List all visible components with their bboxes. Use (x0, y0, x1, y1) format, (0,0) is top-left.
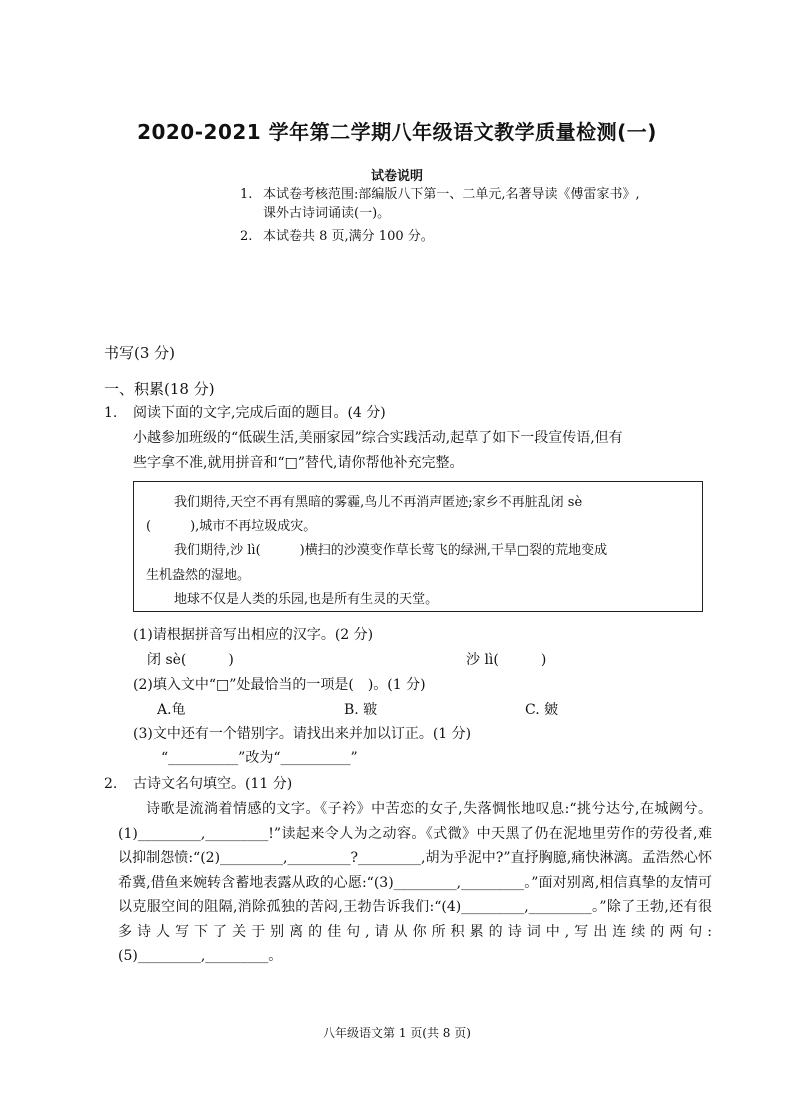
question-1-stem: 阅读下面的文字,完成后面的题目。(4 分) (133, 405, 386, 421)
passage-line-4: 生机盎然的湿地。 (146, 568, 251, 583)
instruction-2-number: 2. (240, 229, 253, 244)
question-2-number: 2. (104, 776, 118, 792)
passage-box (133, 481, 703, 612)
question-1-sub-1-blank-a: 闭 sè( ) (147, 652, 234, 668)
writing-section-heading: 书写(3 分) (104, 344, 176, 362)
question-1-sub-3-answer: “__________”改为“__________” (161, 750, 358, 766)
option-c: C. 皴 (525, 702, 559, 718)
passage-line-1: 我们期待,天空不再有黑暗的雾霾,鸟儿不再消声匿迹;家乡不再脏乱闭 sè (174, 495, 583, 510)
instruction-1-line-1: 本试卷考核范围:部编版八下第一、二单元,名著导读《傅雷家书》, (263, 187, 640, 202)
question-1-sub-1-blank-b: 沙 lì( ) (466, 652, 547, 668)
question-1-number: 1. (104, 405, 118, 421)
section-1-heading: 一、积累(18 分) (104, 380, 215, 398)
question-2-paragraph: 诗歌是流淌着情感的文字。《子衿》中苦恋的女子,失落惆怅地叹息:“挑兮达兮,在城阙兮。(1)_________,_________!”读起来令人为之动容。《式微》中天黑了仍在泥地里劳作的劳役者,难以抑制怨愤:“(2)_________,_________?_________,胡为乎泥中?”直抒胸臆,痛快淋漓。孟浩然心怀希冀,借鱼来婉转含蓄地表露从政的心愿:“(3)_________,_________。”面对别离,相信真挚的友情可以克服空间的阻隔,消除孤独的苦闷,王勃告诉我们:“(4)_________,_________。”除了王勃,还有很多诗人写下了关于别离的佳句,请从你所积累的诗词中,写出连续的两句:(5)_________,_________。 (118, 801, 712, 964)
option-a: A.龟 (157, 702, 186, 718)
option-b: B. 皲 (344, 702, 378, 718)
question-1-sub-3: (3)文中还有一个错别字。请找出来并加以订正。(1 分) (133, 726, 472, 742)
question-2-stem: 古诗文名句填空。(11 分) (133, 776, 293, 792)
question-1-sub-1: (1)请根据拼音写出相应的汉字。(2 分) (133, 627, 374, 643)
passage-line-3: 我们期待,沙 lì( )横扫的沙漠变作草长莺飞的绿洲,干旱□裂的荒地变成 (174, 543, 608, 558)
page-title: 2020-2021 学年第二学期八年级语文教学质量检测(一) (137, 120, 657, 144)
passage-line-2: ( ),城市不再垃圾成灾。 (146, 519, 317, 534)
question-1-intro-line-1: 小越参加班级的“低碳生活,美丽家园”综合实践活动,起草了如下一段宣传语,但有 (133, 430, 623, 446)
question-1-intro-line-2: 些字拿不准,就用拼音和“□”替代,请你帮他补充完整。 (133, 455, 464, 471)
instruction-2-line-1: 本试卷共 8 页,满分 100 分。 (263, 229, 434, 244)
instructions-heading: 试卷说明 (370, 169, 423, 184)
instruction-1-number: 1. (240, 187, 253, 202)
passage-line-5: 地球不仅是人类的乐园,也是所有生灵的天堂。 (174, 592, 439, 607)
question-1-sub-2: (2)填入文中“□”处最恰当的一项是( )。(1 分) (133, 677, 426, 693)
instruction-1-line-2: 课外古诗词诵读(一)。 (263, 206, 391, 221)
page-footer: 八年级语文第 1 页(共 8 页) (323, 1026, 471, 1040)
